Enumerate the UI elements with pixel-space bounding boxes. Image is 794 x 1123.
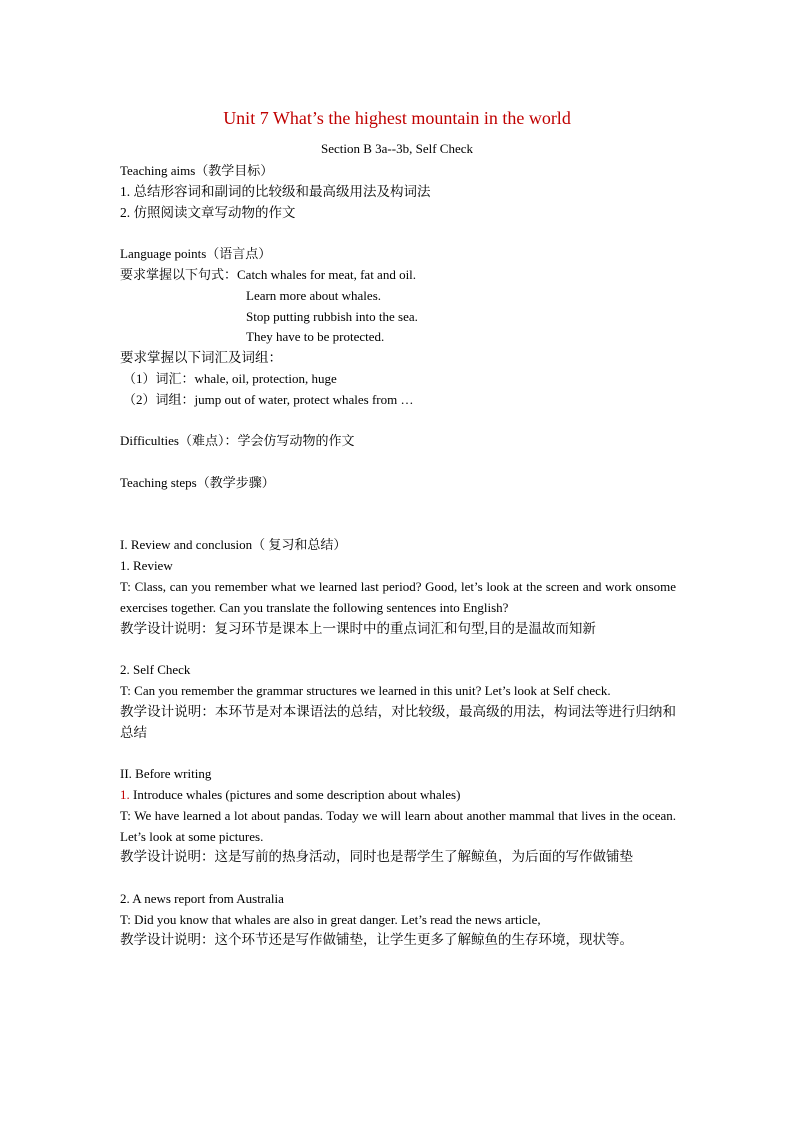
section-2-heading: II. Before writing xyxy=(120,766,212,782)
sentence-item: Stop putting rubbish into the sea. xyxy=(246,308,418,324)
news-report-heading: 2. A news report from Australia xyxy=(120,890,284,906)
self-check-text: T: Can you remember the grammar structures we learned in this unit? Let’s look at Self check. xyxy=(120,682,611,698)
introduce-whales-label: Introduce whales (pictures and some description about whales) xyxy=(129,786,461,802)
news-report-text: T: Did you know that whales are also in great danger. Let’s read the news article, xyxy=(120,911,541,927)
review-text: T: Class, can you remember what we learned last period? Good, let’s look at the screen and work onsome exercises together. Can you translate the following sentences into English? xyxy=(120,578,676,615)
news-report-note: 教学设计说明：这个环节还是写作做铺垫，让学生更多了解鲸鱼的生存环境，现状等。 xyxy=(120,932,633,948)
teaching-aims-heading: Teaching aims（教学目标） xyxy=(120,163,274,178)
introduce-whales-text: T: We have learned a lot about pandas. Today we will learn about another mammal that lives in the ocean. Let’s look at some pictures. xyxy=(120,807,676,844)
language-points-heading: Language points（语言点） xyxy=(120,246,272,262)
vocab-item: （1）词汇：whale, oil, protection, huge xyxy=(123,370,337,386)
section-1-heading: I. Review and conclusion（ 复习和总结） xyxy=(120,537,347,553)
self-check-heading: 2. Self Check xyxy=(120,662,191,678)
introduce-whales-note: 教学设计说明：这是写前的热身活动，同时也是帮学生了解鲸鱼，为后面的写作做铺垫 xyxy=(120,849,633,865)
document-body xyxy=(120,161,676,951)
introduce-whales-heading xyxy=(120,785,676,806)
difficulties-line: Difficulties（难点）：学会仿写动物的作文 xyxy=(120,433,355,449)
sentence-item: They have to be protected. xyxy=(246,329,385,345)
document-subtitle: Section B 3a--3b, Self Check xyxy=(321,141,473,156)
self-check-note: 教学设计说明：本环节是对本课语法的总结，对比较级，最高级的用法，构词法等进行归纳和总结 xyxy=(120,703,676,740)
review-heading: 1. Review xyxy=(120,558,173,574)
vocab-intro: 要求掌握以下词汇及词组： xyxy=(120,350,282,366)
list-number: 1. xyxy=(120,786,130,802)
sentence-item: Learn more about whales. xyxy=(246,287,382,303)
sentences-intro: 要求掌握以下句式：Catch whales for meat, fat and oil. xyxy=(120,266,417,282)
review-note: 教学设计说明：复习环节是课本上一课时中的重点词汇和句型,目的是温故而知新 xyxy=(120,620,596,636)
aim-item: 2. 仿照阅读文章写动物的作文 xyxy=(120,204,296,220)
vocab-item: （2）词组：jump out of water, protect whales from … xyxy=(123,391,414,407)
document-title: Unit 7 What’s the highest mountain in the world xyxy=(223,108,571,128)
teaching-steps-heading: Teaching steps（教学步骤） xyxy=(120,474,275,490)
aim-item: 1. 总结形容词和副词的比较级和最高级用法及构词法 xyxy=(120,183,431,199)
